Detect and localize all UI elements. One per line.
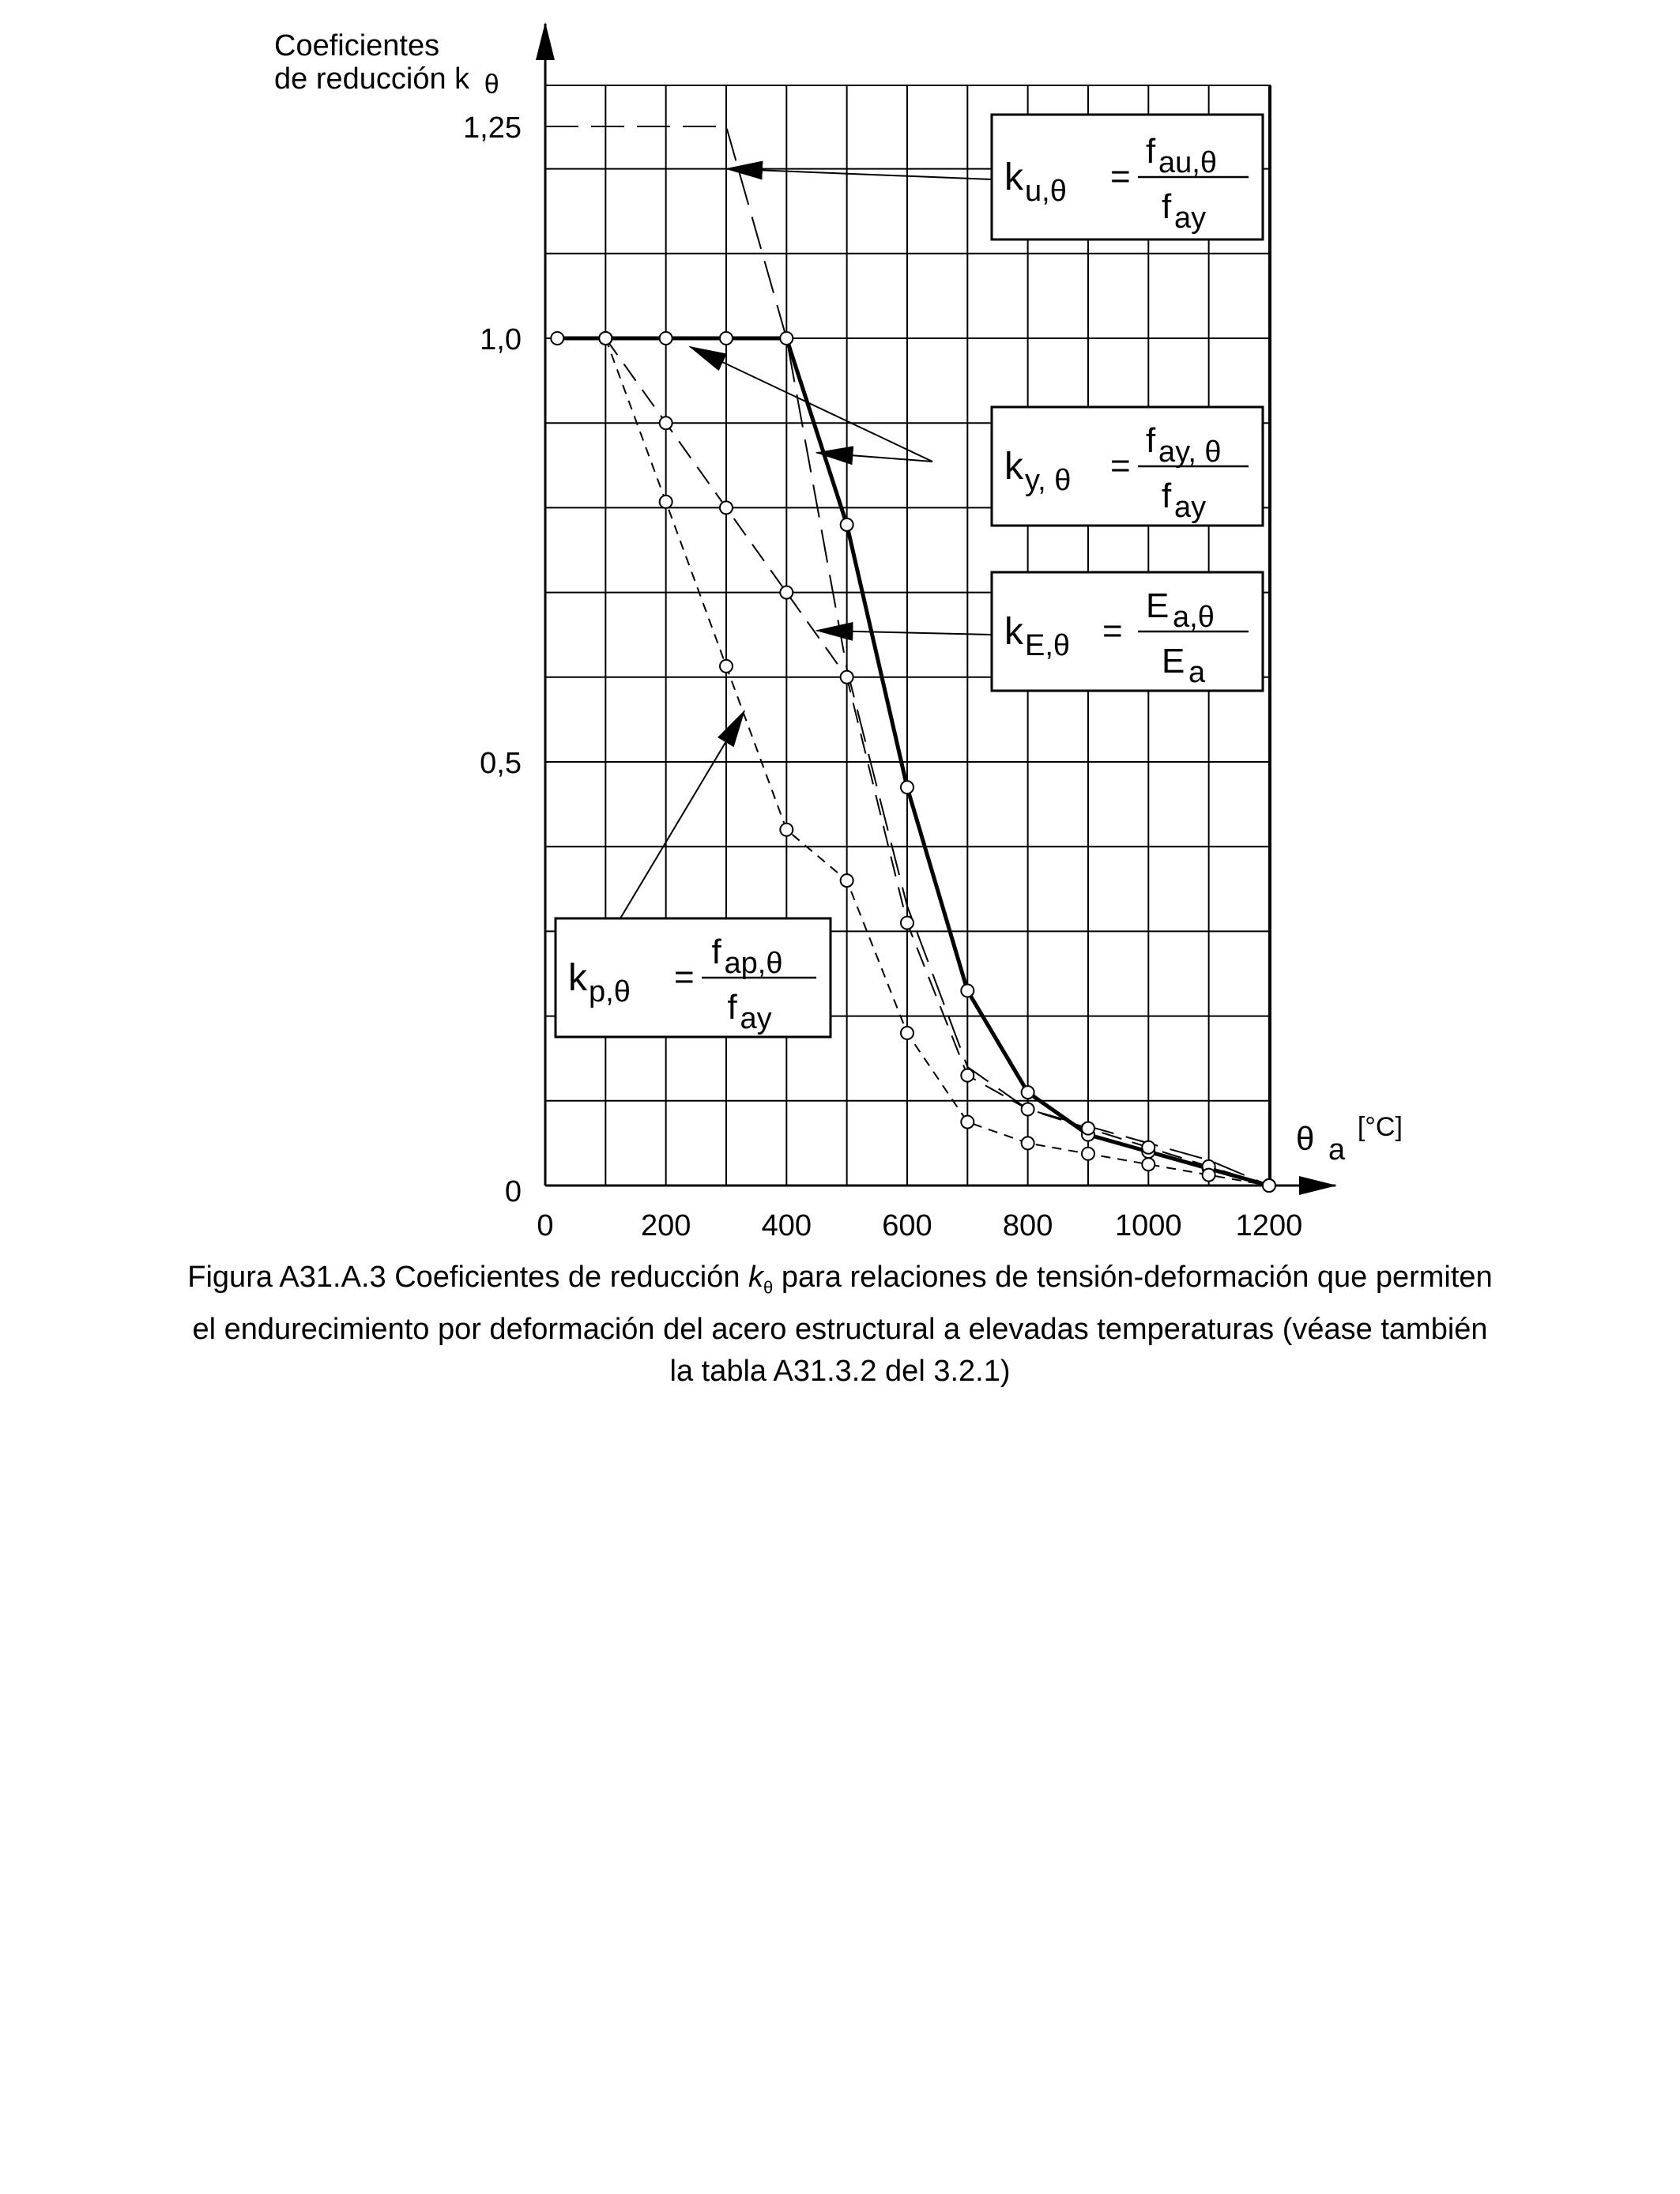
annotation-lhs-kE: k [1004,611,1023,653]
x-axis-sub: a [1328,1133,1346,1167]
annotation-den-ky: f [1162,477,1172,515]
y-tick-label: 0 [504,1175,522,1208]
data-point-kE [780,586,793,599]
data-point-ky [780,332,793,345]
annotation-num-ku: f [1146,132,1156,171]
annotation-eq-ky: = [1110,447,1131,485]
annotation-num-sub-ky: ay, θ [1158,435,1222,469]
data-point-kp [1263,1179,1275,1192]
annotation-den-sub-ky: ay [1174,491,1207,524]
data-point-kp [841,874,853,887]
x-axis-symbol: θ [1296,1120,1315,1157]
x-tick-label: 400 [761,1209,812,1242]
data-point-kp [1082,1148,1094,1160]
data-point-kE [1142,1141,1155,1154]
annotation-eq-ku: = [1110,157,1131,196]
annotation-num-sub-kp: ap,θ [724,947,783,980]
caption-line-2: el endurecimiento por deformación del acero estructural a elevadas temperaturas (véase también [192,1312,1488,1346]
caption-line1-pre: Figura A31.A.3 Coeficientes de reducción [187,1261,749,1294]
x-tick-label: 800 [1002,1209,1053,1242]
data-point-kE [901,917,913,929]
caption-k-sub: θ [763,1277,774,1298]
annotation-lhs-sub-kp: p,θ [589,975,631,1008]
data-point-ky [961,984,974,997]
annotation-num-sub-kE: a,θ [1173,601,1215,634]
data-point-kp [1203,1169,1215,1182]
x-axis-label [1296,1112,1403,1167]
caption-line1-post: para relaciones de tensión-deformación que permiten [773,1261,1493,1294]
y-tick-label: 1,25 [463,111,522,145]
annotation-lhs-kp: k [568,957,587,999]
data-point-kE [841,671,853,684]
annotation-den-sub-kp: ay [740,1002,772,1035]
annotation-arrow-ku [726,169,992,179]
figure-caption [47,1257,1633,1393]
data-point-kE [720,501,733,514]
annotation-lhs-sub-ku: u,θ [1025,175,1067,208]
x-tick-label: 600 [882,1209,932,1242]
data-point-ky [551,332,563,345]
x-axis-unit: [°C] [1357,1112,1403,1142]
annotation-lhs-sub-kE: E,θ [1025,629,1071,662]
x-tick-label: 1200 [1235,1209,1303,1242]
x-tick-label: 200 [640,1209,691,1242]
data-point-ky [1022,1086,1034,1099]
caption-line-3: la tabla A31.3.2 del 3.2.1) [669,1354,1011,1388]
annotation-den-sub-ku: ay [1174,202,1207,235]
y-tick-label: 0,5 [480,747,522,780]
annotation-den-kE: E [1162,642,1185,680]
data-point-kp [780,824,793,836]
caption-k: k [748,1261,764,1294]
annotation-num-kp: f [711,933,721,971]
data-point-kp [961,1116,974,1129]
y-tick-label: 1,0 [480,323,522,356]
data-point-ky [841,518,853,531]
data-point-kE [961,1069,974,1082]
data-point-kp [1022,1137,1034,1149]
data-point-kp [599,332,612,345]
y-axis-label-line2 [274,62,499,100]
annotation-lhs-ku: k [1004,156,1023,198]
caption-line-1 [47,1257,1633,1309]
data-point-ky [660,332,672,345]
x-tick-label: 1000 [1115,1209,1182,1242]
data-point-kE [1022,1103,1034,1116]
y-axis-label-text: de reducción k [274,62,470,96]
annotation-lhs-ky: k [1004,446,1023,488]
annotation-num-kE: E [1146,586,1170,625]
annotation-den-sub-kE: a [1188,656,1206,689]
data-point-kp [660,496,672,508]
data-point-kp [720,660,733,673]
annotation-lhs-sub-ky: y, θ [1025,464,1072,497]
data-point-kE [1082,1122,1094,1135]
x-tick-label: 0 [537,1209,554,1242]
data-point-kp [1142,1158,1155,1171]
annotation-num-sub-ku: au,θ [1158,146,1217,179]
annotation-arrow-kE [816,631,992,635]
annotation-eq-kp: = [674,958,695,997]
y-axis-label-symbol: θ [484,70,499,100]
data-point-ky [901,781,913,794]
annotation-num-ky: f [1146,421,1156,460]
data-point-kE [660,417,672,429]
data-point-ky [720,332,733,345]
y-axis-label-line1: Coeficientes [274,29,440,62]
annotation-den-ku: f [1162,187,1172,226]
annotation-den-kp: f [727,988,737,1027]
annotation-eq-kE: = [1102,612,1123,650]
data-point-kp [901,1027,913,1039]
